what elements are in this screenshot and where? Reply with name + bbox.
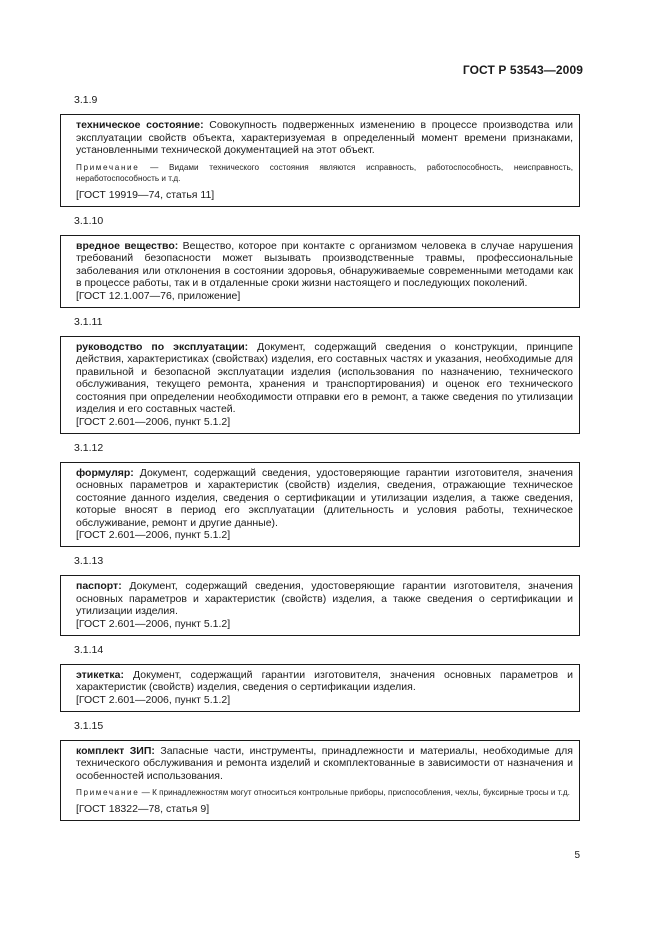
entry-number: 3.1.9 <box>74 94 98 106</box>
definition-box <box>60 462 580 548</box>
source-reference: [ГОСТ 12.1.007—76, приложение] <box>76 289 241 302</box>
definition-text <box>76 669 573 694</box>
term: комплект ЗИП: <box>76 744 155 757</box>
definition-box <box>60 664 580 712</box>
page-number: 5 <box>574 850 580 861</box>
entry-number: 3.1.12 <box>74 441 104 454</box>
definition-text <box>76 580 573 618</box>
definition-body: Вещество, которое при контакте с организмом человека в случае нарушения требований безопасности может вызывать производственные травмы, профессиональные заболевания или отклонения в состоянии здоровья, обнаруживаемые современными методами как в процессе работы, так и в отдаленные сроки жизни настоящего и последующих поколений. <box>76 239 573 289</box>
definition-box <box>60 114 580 207</box>
source-reference: [ГОСТ 18322—78, статья 9] <box>76 803 210 815</box>
definition-text <box>76 240 573 290</box>
note-label: Примечание <box>76 162 140 172</box>
term: формуляр: <box>76 466 134 479</box>
note <box>76 787 573 798</box>
term: руководство по эксплуатации: <box>76 340 249 353</box>
entry-number: 3.1.10 <box>74 214 104 227</box>
term: этикетка: <box>76 668 124 681</box>
definition-body: Документ, содержащий сведения, удостоверяющие гарантии изготовителя, значения основных параметров и характеристик (свойств) изделия, сведения, отражающие техническое состояние данного изделия, сведения о сертификации и утилизации изделия, а также сведения, которые вносят в период его эксплуатации (длительность и условия работы, техническое обслуживание, ремонт и другие данные). <box>76 466 573 529</box>
definition-box <box>60 235 580 308</box>
source-reference: [ГОСТ 19919—74, статья 11] <box>76 188 215 201</box>
entry-number: 3.1.11 <box>74 315 103 328</box>
term: паспорт: <box>76 580 122 592</box>
definition-text <box>76 341 573 416</box>
source-reference: [ГОСТ 2.601—2006, пункт 5.1.2] <box>76 415 231 428</box>
note-label: Примечание <box>76 788 140 797</box>
source-reference: [ГОСТ 2.601—2006, пункт 5.1.2] <box>76 693 231 706</box>
entry-number: 3.1.13 <box>74 555 104 567</box>
note <box>76 162 573 184</box>
note-text: — К принадлежностям могут относиться контрольные приборы, приспособления, чехлы, буксирные тросы и т.д. <box>139 788 570 797</box>
term: вредное вещество: <box>76 239 179 252</box>
definition-text <box>76 467 573 530</box>
term: техническое состояние: <box>76 119 204 131</box>
source-reference: [ГОСТ 2.601—2006, пункт 5.1.2] <box>76 529 231 541</box>
definition-body: Запасные части, инструменты, принадлежности и материалы, необходимые для технического обслуживания и ремонта изделий и скомплектованные в зависимости от назначения и особенностей использования. <box>76 744 573 782</box>
definition-box <box>60 740 580 822</box>
definition-body: Совокупность подверженных изменению в процессе производства или эксплуатации свойств объекта, характеризуемая в определенный момент времени признаками, установленными технической документацией на этот объект. <box>76 119 573 156</box>
definitions-list <box>60 94 580 829</box>
definition-text <box>76 119 573 157</box>
entry-number: 3.1.14 <box>74 643 104 656</box>
definition-body: Документ, содержащий гарантии изготовителя, значения основных параметров и характеристик (свойств) изделия, сведения о сертификации изделия. <box>76 668 573 693</box>
entry-number: 3.1.15 <box>74 719 104 732</box>
note-text: — Видами технического состояния являются исправность, работоспособность, неисправность, неработоспособность и т.д. <box>76 162 573 183</box>
source-reference: [ГОСТ 2.601—2006, пункт 5.1.2] <box>76 617 231 630</box>
definition-body: Документ, содержащий сведения, удостоверяющие гарантии изготовителя, значения основных параметров и характеристик (свойств) изделия, а также сведения о сертификации и утилизации изделия. <box>76 580 573 617</box>
document-id-header: ГОСТ Р 53543—2009 <box>462 63 583 77</box>
definition-body: Документ, содержащий сведения о конструкции, принципе действия, характеристиках (свойствах) изделия, его составных частях и указания, необходимые для правильной и безопасной эксплуатации изделия (использования по назначению, технического обслуживания, текущего ремонта, хранения и транспортирования) и оценок его технического состояния при определении необходимости отправки его в ремонт, а также сведения по утилизации изделия и его составных частей. <box>76 340 573 415</box>
definition-box <box>60 575 580 636</box>
definition-text <box>76 745 573 783</box>
definition-box <box>60 336 580 434</box>
